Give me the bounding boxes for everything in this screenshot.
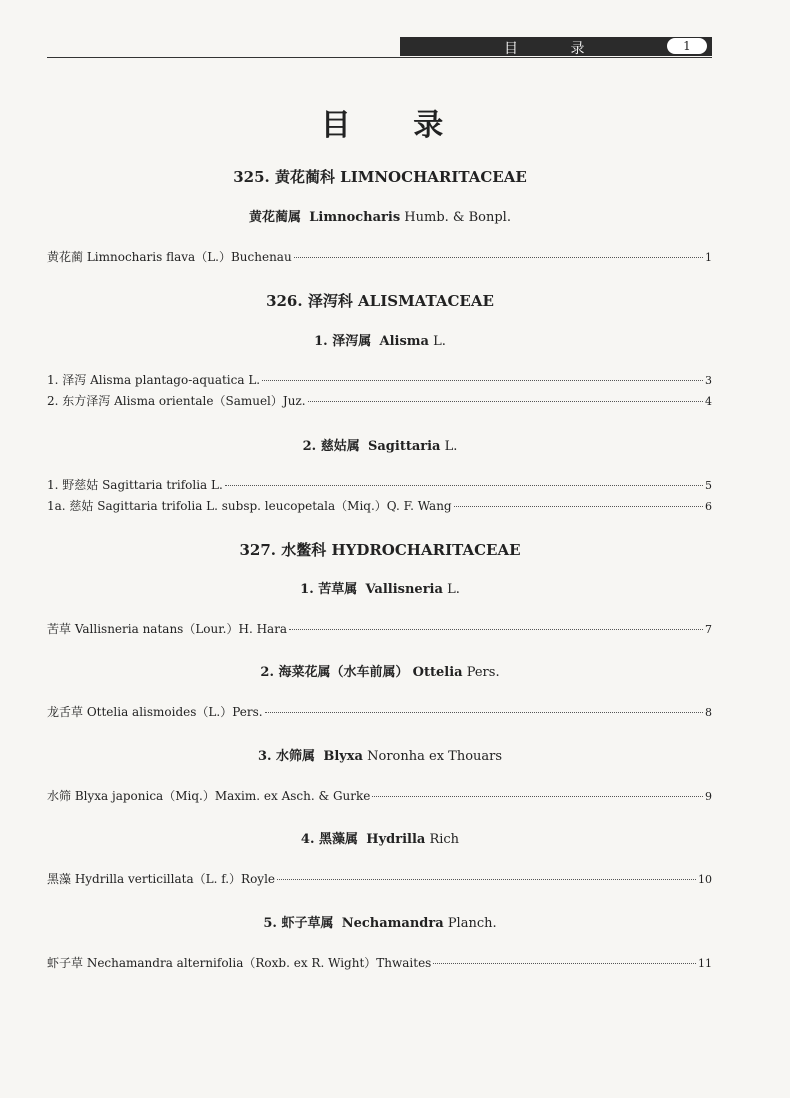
toc-entry[interactable] [47,476,712,492]
genus-author: L. [447,582,460,597]
page-number: 1 [667,38,707,54]
toc-entry[interactable] [47,787,712,803]
genus-chinese: 黄花蔺属 [249,210,302,225]
entry-text: 1. 泽泻 Alisma plantago-aquatica L. [47,373,261,387]
genus-heading [0,578,760,597]
toc-entry[interactable] [47,371,712,387]
running-header-title: 目 录 [504,41,609,57]
leader-dots [289,629,703,630]
genus-chinese: 4. 黑藻属 [300,832,359,847]
toc-entry[interactable] [47,392,712,408]
genus-heading [0,661,760,680]
genus-latin: Vallisneria [365,582,443,597]
entry-text: 黄花蔺 Limnocharis flava（L.）Buchenau [47,250,292,264]
genus-chinese: 2. 海菜花属（水车前属） [260,665,409,680]
entry-page: 10 [698,873,712,886]
toc-entry[interactable] [47,497,712,513]
genus-latin: Alisma [379,334,429,349]
leader-dots [372,796,703,797]
leader-dots [294,257,703,258]
entry-text: 龙舌草 Ottelia alismoides（L.）Pers. [47,705,263,719]
family-heading: 327. 水鳖科 HYDROCHARITACEAE [239,541,521,559]
leader-dots [225,485,703,486]
genus-latin: Blyxa [323,749,363,764]
genus-chinese: 1. 苦草属 [300,582,358,597]
family-heading: 326. 泽泻科 ALISMATACEAE [266,292,494,310]
genus-latin: Sagittaria [367,439,441,454]
genus-chinese: 1. 泽泻属 [314,334,372,349]
genus-heading [0,330,760,349]
genus-author: L. [433,334,446,349]
genus-chinese: 2. 慈姑属 [302,439,360,454]
entry-page: 8 [705,706,712,719]
genus-latin: Limnocharis [309,210,401,225]
leader-dots [262,380,703,381]
entry-page: 3 [705,374,712,387]
genus-latin: Ottelia [412,665,463,680]
entry-page: 9 [705,790,712,803]
toc-entry[interactable] [47,703,712,719]
page-title: 目 录 [320,108,470,143]
genus-author: Planch. [447,916,497,931]
family-heading: 325. 黄花蔺科 LIMNOCHARITACEAE [233,168,527,186]
entry-page: 4 [705,395,712,408]
genus-author: Humb. & Bonpl. [404,210,511,225]
entry-text: 1. 野慈姑 Sagittaria trifolia L. [47,478,223,492]
genus-heading [0,912,760,931]
entry-text: 2. 东方泽泻 Alisma orientale（Samuel）Juz. [47,394,306,408]
entry-text: 水筛 Blyxa japonica（Miq.）Maxim. ex Asch. & Gurke [47,789,371,803]
genus-chinese: 5. 虾子草属 [263,916,334,931]
leader-dots [433,963,696,964]
genus-author: L. [444,439,458,454]
leader-dots [277,879,696,880]
genus-heading [0,745,760,764]
genus-heading [0,206,760,225]
genus-latin: Hydrilla [366,832,426,847]
entry-text: 1a. 慈姑 Sagittaria trifolia L. subsp. leucopetala（Miq.）Q. F. Wang [47,499,452,513]
toc-entry[interactable] [47,620,712,636]
entry-page: 7 [705,623,712,636]
entry-text: 虾子草 Nechamandra alternifolia（Roxb. ex R. Wight）Thwaites [47,956,432,970]
genus-author: Noronha ex Thouars [367,749,503,764]
entry-text: 苦草 Vallisneria natans（Lour.）H. Hara [47,622,288,636]
leader-dots [265,712,703,713]
leader-dots [308,401,703,402]
entry-page: 1 [705,251,712,264]
toc-entry[interactable] [47,954,712,970]
genus-heading [0,828,760,847]
genus-author: Pers. [466,665,500,680]
toc-entry[interactable] [47,870,712,886]
entry-page: 5 [705,479,712,492]
header-rule [47,57,712,58]
entry-page: 6 [705,500,712,513]
entry-text: 黑藻 Hydrilla verticillata（L. f.）Royle [47,872,276,886]
entry-page: 11 [698,957,712,970]
toc-entry[interactable] [47,248,712,264]
genus-author: Rich [429,832,460,847]
genus-chinese: 3. 水筛属 [257,749,316,764]
running-header [400,37,712,56]
genus-latin: Nechamandra [341,916,444,931]
genus-heading [0,435,760,454]
leader-dots [454,506,703,507]
